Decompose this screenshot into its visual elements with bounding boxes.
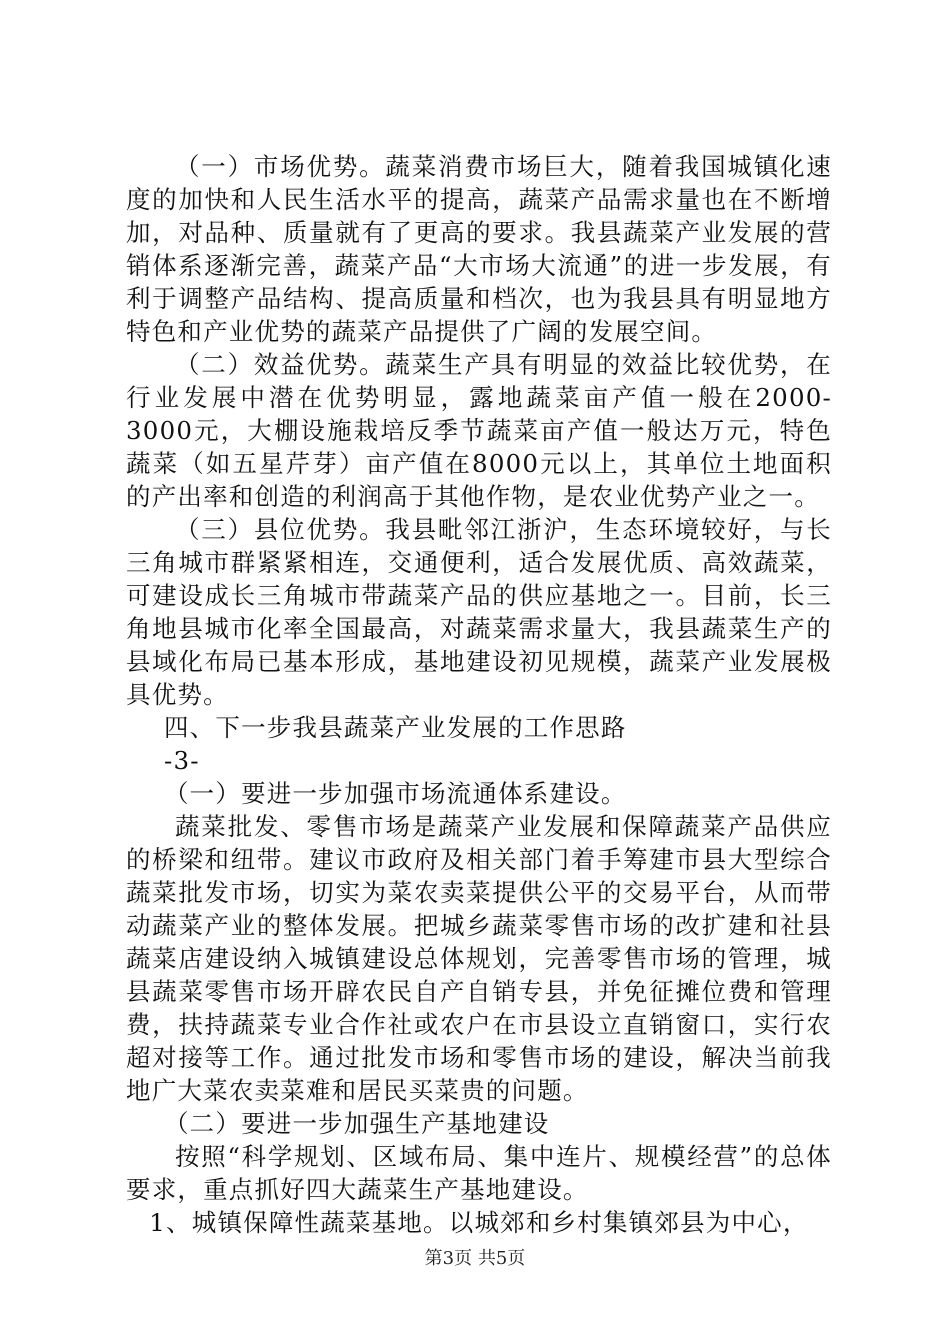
subheading-market-circulation: （一）要进一步加强市场流通体系建设。 — [163, 779, 627, 808]
paragraph-location-advantage: （三）县位优势。我县毗邻江浙沪，生态环境较好，与长三角城市群紧紧相连，交通便利，适合发展优质、高效蔬菜，可建设成长三角城市带蔬菜产品的供应基地之一。目前，长三角地县城市化率全国最高，对蔬菜需求量大，我县蔬菜生产的县域化布局已基本形成，基地建设初见规模，蔬菜产业发展极具优势。 — [126, 515, 832, 709]
paragraph-market-advantage: （一）市场优势。蔬菜消费市场巨大，随着我国城镇化速度的加快和人民生活水平的提高，蔬菜产品需求量也在不断增加，对品种、质量就有了更高的要求。我县蔬菜产业发展的营销体系逐渐完善，蔬菜产品“大市场大流通”的进一步发展，有利于调整产品结构、提高质量和档次，也为我县具有明显地方特色和产业优势的蔬菜产品提供了广阔的发展空间。 — [126, 152, 832, 346]
paragraph-planning-requirements: 按照“科学规划、区域布局、集中连片、规模经营”的总体要求，重点抓好四大蔬菜生产基地建设。 — [126, 1142, 832, 1204]
document-body — [126, 150, 832, 1239]
inline-page-marker: -3- — [163, 746, 200, 775]
section-heading-work-plan: 四、下一步我县蔬菜产业发展的工作思路 — [163, 713, 627, 742]
page-footer: 第3页 共5页 — [424, 1248, 526, 1269]
subheading-production-base: （二）要进一步加强生产基地建设 — [163, 1109, 550, 1138]
paragraph-wholesale-retail: 蔬菜批发、零售市场是蔬菜产业发展和保障蔬菜产品供应的桥梁和纽带。建议市政府及相关部门着手筹建市县大型综合蔬菜批发市场，切实为菜农卖菜提供公平的交易平台，从而带动蔬菜产业的整体发展。把城乡蔬菜零售市场的改扩建和社县蔬菜店建设纳入城镇建设总体规划，完善零售市场的管理，城县蔬菜零售市场开辟农民自产自销专县，并免征摊位费和管理费，扶持蔬菜专业合作社或农户在市县设立直销窗口，实行农超对接等工作。通过批发市场和零售市场的建设，解决当前我地广大菜农卖菜难和居民买菜贵的问题。 — [126, 812, 832, 1105]
paragraph-urban-base: 1、城镇保障性蔬菜基地。以城郊和乡村集镇郊县为中心， — [149, 1208, 809, 1237]
paragraph-benefit-advantage: （二）效益优势。蔬菜生产具有明显的效益比较优势，在行业发展中潜在优势明显，露地蔬菜亩产值一般在2000-3000元，大棚设施栽培反季节蔬菜亩产值一般达万元，特色蔬菜（如五星芹芽）亩产值在8000元以上，其单位土地面积的产出率和创造的利润高于其他作物，是农业优势产业之一。 — [126, 350, 832, 511]
